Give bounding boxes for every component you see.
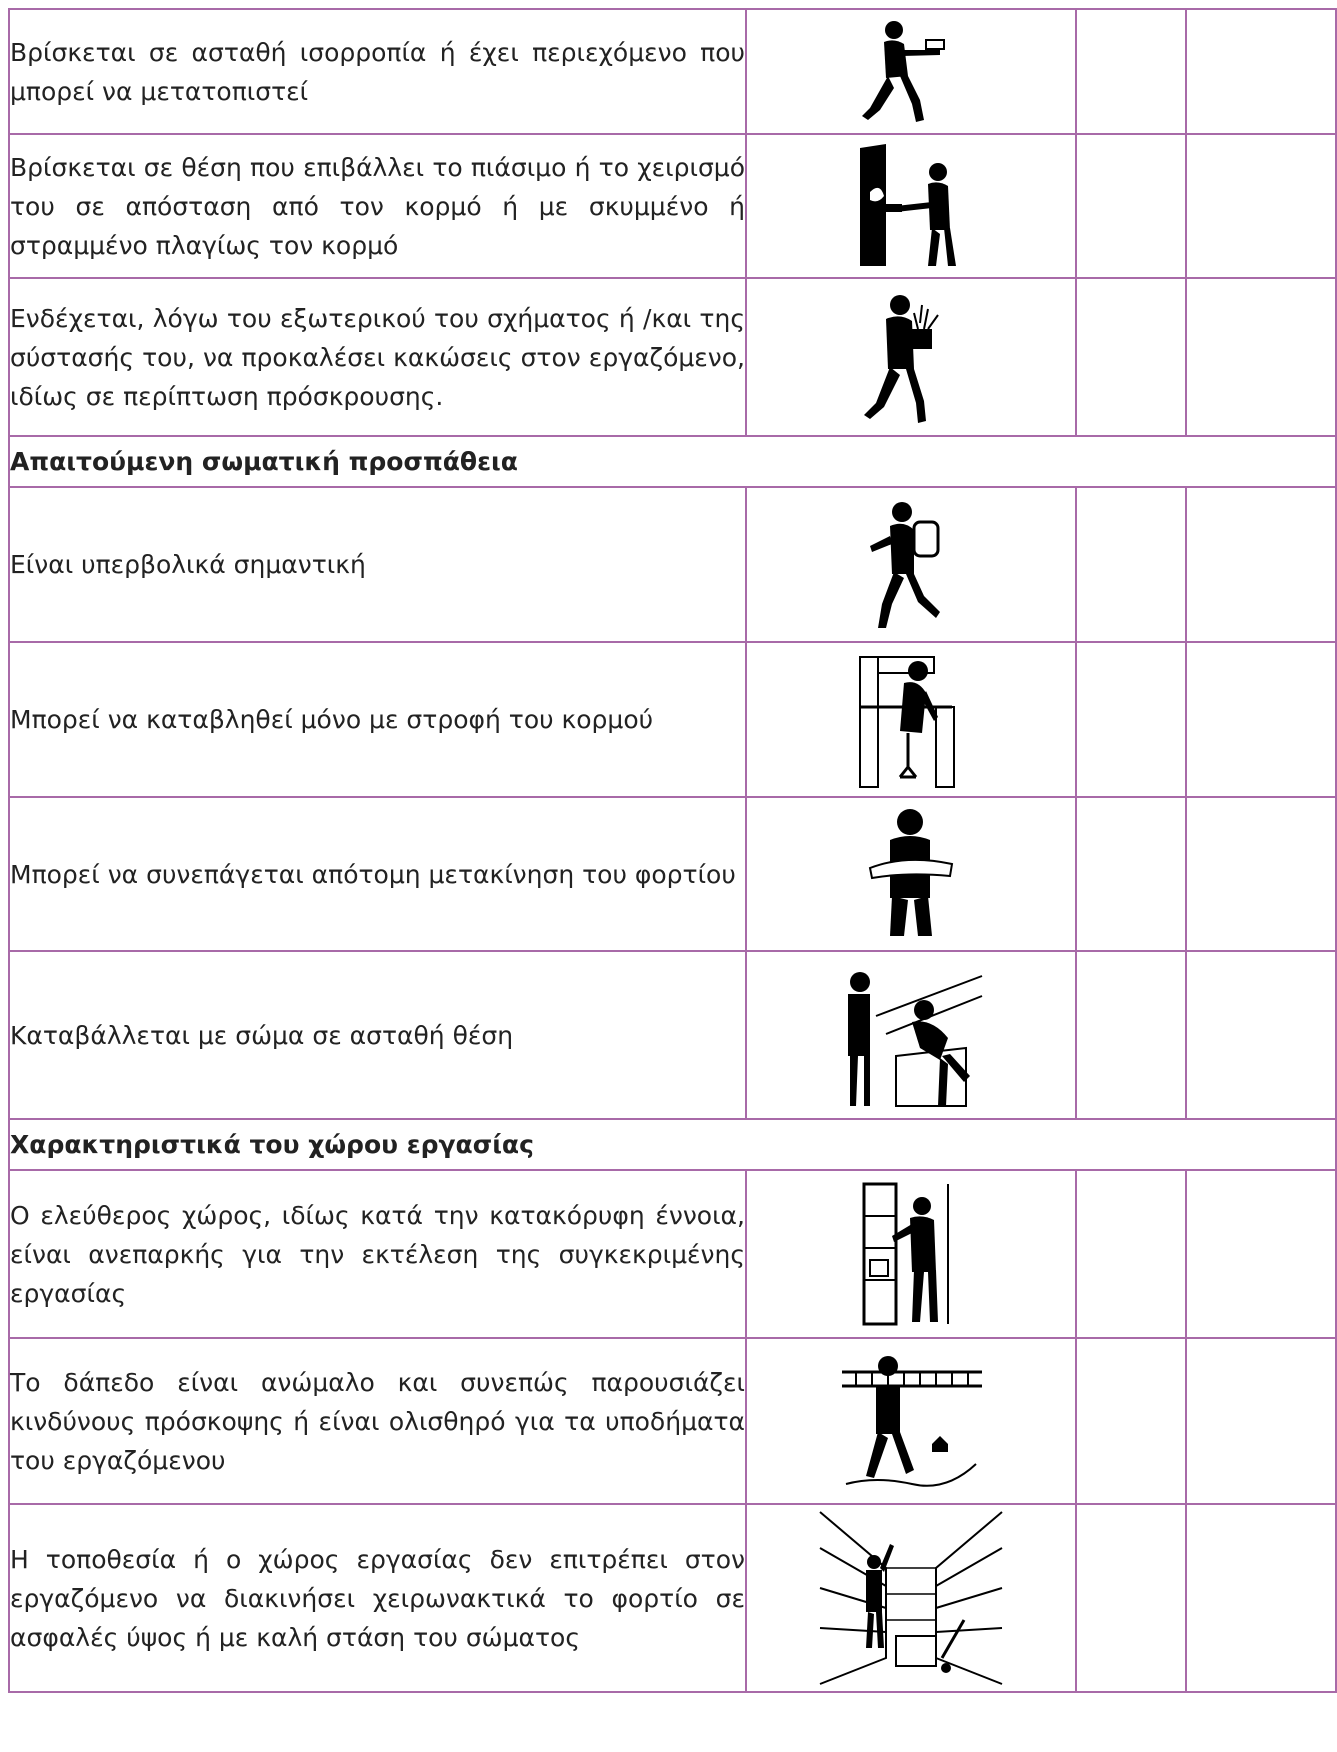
check-cell[interactable] xyxy=(1076,642,1186,797)
risk-checklist-table xyxy=(8,8,1337,1693)
row-description: Μπορεί να καταβληθεί μόνο με στροφή του κορμού xyxy=(9,642,746,797)
person-heavy-backpack-icon xyxy=(856,492,966,638)
illustration-cell xyxy=(746,1338,1076,1504)
table-row xyxy=(9,951,1336,1119)
illustration-cell xyxy=(746,642,1076,797)
person-carrying-ladder-icon xyxy=(836,1344,986,1498)
check-cell[interactable] xyxy=(1076,1338,1186,1504)
illustration-cell xyxy=(746,951,1076,1119)
check-cell[interactable] xyxy=(1076,278,1186,436)
section-header: Χαρακτηριστικά του χώρου εργασίας xyxy=(9,1119,1336,1170)
row-description: Βρίσκεται σε ασταθή ισορροπία ή έχει περιεχόμενο που μπορεί να μετατοπιστεί xyxy=(9,9,746,134)
person-in-warehouse-aisle-icon xyxy=(816,1508,1006,1688)
check-cell[interactable] xyxy=(1186,1504,1336,1692)
check-cell[interactable] xyxy=(1076,134,1186,278)
check-cell[interactable] xyxy=(1076,951,1186,1119)
row-description: Ο ελεύθερος χώρος, ιδίως κατά την κατακόρυφη έννοια, είναι ανεπαρκής για την εκτέλεση της συγκεκριμένης εργασίας xyxy=(9,1170,746,1338)
row-description: Βρίσκεται σε θέση που επιβάλλει το πιάσιμο ή το χειρισμό του σε απόσταση από τον κορμό ή με σκυμμένο ή στραμμένο πλαγίως τον κορμό xyxy=(9,134,746,278)
check-cell[interactable] xyxy=(1186,487,1336,642)
table-row xyxy=(9,278,1336,436)
illustration-cell xyxy=(746,9,1076,134)
check-cell[interactable] xyxy=(1076,9,1186,134)
check-cell[interactable] xyxy=(1076,1170,1186,1338)
table-row xyxy=(9,1338,1336,1504)
check-cell[interactable] xyxy=(1076,1504,1186,1692)
person-twisting-at-desk-icon xyxy=(856,647,966,793)
table-row xyxy=(9,797,1336,951)
person-holding-animal-icon xyxy=(856,802,966,946)
check-cell[interactable] xyxy=(1186,642,1336,797)
person-carrying-sharp-box-icon xyxy=(856,283,966,431)
illustration-cell xyxy=(746,1170,1076,1338)
row-description: Η τοποθεσία ή ο χώρος εργασίας δεν επιτρέπει στον εργαζόμενο να διακινήσει χειρωνακτικά το φορτίο σε ασφαλές ύψος ή με καλή στάση του σώματος xyxy=(9,1504,746,1692)
table-row xyxy=(9,9,1336,134)
section-header: Απαιτούμενη σωματική προσπάθεια xyxy=(9,436,1336,487)
illustration-cell xyxy=(746,278,1076,436)
table-row xyxy=(9,1170,1336,1338)
check-cell[interactable] xyxy=(1186,134,1336,278)
table-row xyxy=(9,134,1336,278)
illustration-cell xyxy=(746,487,1076,642)
section-header-row xyxy=(9,1119,1336,1170)
row-description: Καταβάλλεται με σώμα σε ασταθή θέση xyxy=(9,951,746,1119)
table-row xyxy=(9,487,1336,642)
check-cell[interactable] xyxy=(1186,797,1336,951)
check-cell[interactable] xyxy=(1076,487,1186,642)
illustration-cell xyxy=(746,134,1076,278)
person-carrying-tray-icon xyxy=(856,16,966,128)
row-description: Ενδέχεται, λόγω του εξωτερικού του σχήματος ή /και της σύστασής του, να προκαλέσει κακώσεις στον εργαζόμενο, ιδίως σε περίπτωση πρόσκρουσης. xyxy=(9,278,746,436)
person-reaching-oven-icon xyxy=(856,142,966,270)
check-cell[interactable] xyxy=(1186,1338,1336,1504)
row-description: Είναι υπερβολικά σημαντική xyxy=(9,487,746,642)
illustration-cell xyxy=(746,1504,1076,1692)
check-cell[interactable] xyxy=(1186,951,1336,1119)
check-cell[interactable] xyxy=(1076,797,1186,951)
check-cell[interactable] xyxy=(1186,278,1336,436)
person-leaning-over-counter-icon xyxy=(836,956,986,1114)
illustration-cell xyxy=(746,797,1076,951)
person-at-shelf-icon xyxy=(856,1176,966,1332)
check-cell[interactable] xyxy=(1186,1170,1336,1338)
table-row xyxy=(9,1504,1336,1692)
check-cell[interactable] xyxy=(1186,9,1336,134)
table-row xyxy=(9,642,1336,797)
row-description: Μπορεί να συνεπάγεται απότομη μετακίνηση του φορτίου xyxy=(9,797,746,951)
row-description: Το δάπεδο είναι ανώμαλο και συνεπώς παρουσιάζει κινδύνους πρόσκοψης ή είναι ολισθηρό για τα υποδήματα του εργαζόμενου xyxy=(9,1338,746,1504)
section-header-row xyxy=(9,436,1336,487)
